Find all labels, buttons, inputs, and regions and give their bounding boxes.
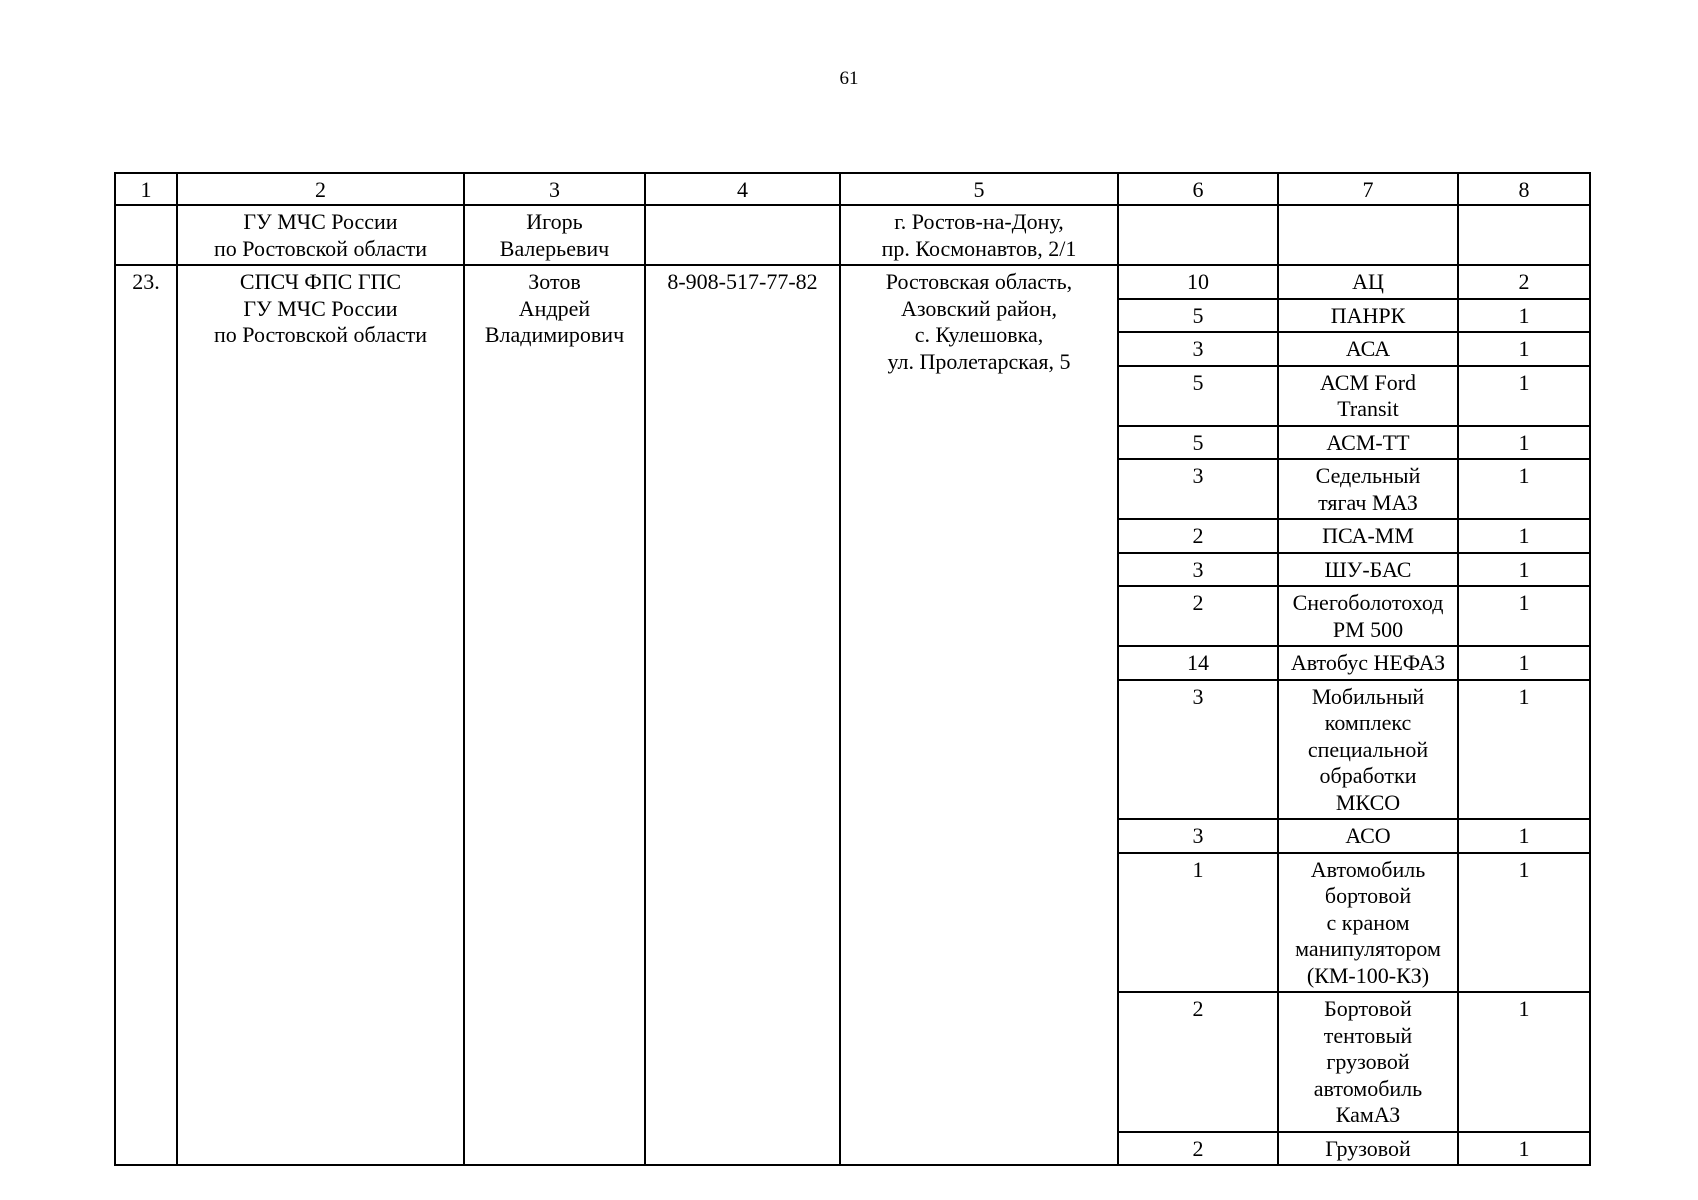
equipment-quantity-staff: 1 [1118, 853, 1278, 993]
equipment-type: ПСА-ММ [1278, 519, 1458, 553]
equipment-count: 1 [1458, 586, 1590, 646]
equipment-type: Седельный тягач МАЗ [1278, 459, 1458, 519]
equipment-quantity-staff: 3 [1118, 459, 1278, 519]
equipment-quantity-staff: 14 [1118, 646, 1278, 680]
entry-number: 23. [115, 265, 177, 1165]
continuation-organization: ГУ МЧС России по Ростовской области [177, 205, 464, 265]
equipment-count: 1 [1458, 426, 1590, 460]
equipment-type: АСА [1278, 332, 1458, 366]
column-number: 6 [1118, 173, 1278, 205]
equipment-quantity-staff: 3 [1118, 332, 1278, 366]
column-number: 5 [840, 173, 1118, 205]
equipment-quantity-staff: 5 [1118, 426, 1278, 460]
continuation-empty-cell [1278, 205, 1458, 265]
equipment-type: Снегоболотоход РМ 500 [1278, 586, 1458, 646]
equipment-type: АСМ Ford Transit [1278, 366, 1458, 426]
page-number: 61 [839, 68, 859, 89]
equipment-count: 1 [1458, 1132, 1590, 1166]
column-number: 3 [464, 173, 645, 205]
equipment-quantity-staff: 2 [1118, 1132, 1278, 1166]
column-number-row [115, 173, 1590, 205]
equipment-type: АСО [1278, 819, 1458, 853]
equipment-type: Грузовой [1278, 1132, 1458, 1166]
equipment-quantity-staff: 2 [1118, 586, 1278, 646]
equipment-quantity-staff: 5 [1118, 366, 1278, 426]
equipment-count: 1 [1458, 680, 1590, 820]
equipment-quantity-staff: 2 [1118, 519, 1278, 553]
equipment-quantity-staff: 3 [1118, 553, 1278, 587]
equipment-quantity-staff: 3 [1118, 680, 1278, 820]
column-number: 1 [115, 173, 177, 205]
equipment-quantity-staff: 5 [1118, 299, 1278, 333]
column-number: 4 [645, 173, 840, 205]
equipment-quantity-staff: 2 [1118, 992, 1278, 1132]
equipment-type: ШУ-БАС [1278, 553, 1458, 587]
equipment-type: ПАНРК [1278, 299, 1458, 333]
equipment-count: 1 [1458, 646, 1590, 680]
continuation-empty-cell [1118, 205, 1278, 265]
entry-person: Зотов Андрей Владимирович [464, 265, 645, 1165]
equipment-type: АЦ [1278, 265, 1458, 299]
continuation-address: г. Ростов-на-Дону, пр. Космонавтов, 2/1 [840, 205, 1118, 265]
continuation-empty-cell [115, 205, 177, 265]
column-number: 2 [177, 173, 464, 205]
equipment-type: Бортовой тентовый грузовой автомобиль КамАЗ [1278, 992, 1458, 1132]
entry-address: Ростовская область, Азовский район, с. Кулешовка, ул. Пролетарская, 5 [840, 265, 1118, 1165]
equipment-type: АСМ-ТТ [1278, 426, 1458, 460]
column-number: 7 [1278, 173, 1458, 205]
equipment-count: 1 [1458, 519, 1590, 553]
equipment-count: 1 [1458, 332, 1590, 366]
equipment-type: Автобус НЕФАЗ [1278, 646, 1458, 680]
equipment-quantity-staff: 10 [1118, 265, 1278, 299]
continuation-person: Игорь Валерьевич [464, 205, 645, 265]
equipment-count: 1 [1458, 819, 1590, 853]
entry-organization: СПСЧ ФПС ГПС ГУ МЧС России по Ростовской области [177, 265, 464, 1165]
column-number: 8 [1458, 173, 1590, 205]
continuation-empty-cell [645, 205, 840, 265]
equipment-count: 1 [1458, 459, 1590, 519]
equipment-row [115, 265, 1590, 299]
continuation-empty-cell [1458, 205, 1590, 265]
continuation-row [115, 205, 1590, 265]
equipment-count: 1 [1458, 366, 1590, 426]
equipment-type: Мобильный комплекс специальной обработки МКСО [1278, 680, 1458, 820]
equipment-quantity-staff: 3 [1118, 819, 1278, 853]
equipment-count: 1 [1458, 853, 1590, 993]
equipment-count: 1 [1458, 553, 1590, 587]
equipment-type: Автомобиль бортовой с краном манипулятором (КМ-100-КЗ) [1278, 853, 1458, 993]
equipment-table [114, 172, 1591, 1166]
equipment-count: 1 [1458, 992, 1590, 1132]
entry-phone: 8-908-517-77-82 [645, 265, 840, 1165]
equipment-count: 1 [1458, 299, 1590, 333]
equipment-count: 2 [1458, 265, 1590, 299]
